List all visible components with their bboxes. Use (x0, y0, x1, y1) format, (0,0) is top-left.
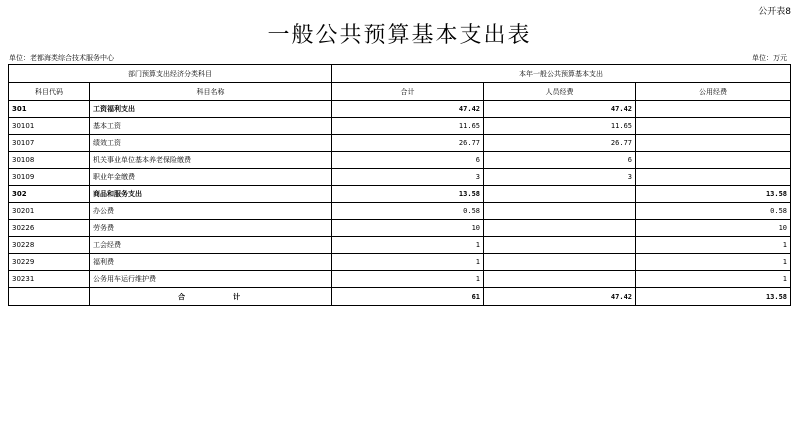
row-personnel (484, 220, 636, 237)
row-total: 3 (332, 169, 484, 186)
header-name: 科目名称 (90, 83, 332, 101)
row-total: 13.58 (332, 186, 484, 203)
header-personnel: 人员经费 (484, 83, 636, 101)
row-total: 47.42 (332, 101, 484, 118)
row-total: 1 (332, 237, 484, 254)
row-code: 30101 (9, 118, 90, 135)
row-public (636, 135, 791, 152)
row-code: 30231 (9, 271, 90, 288)
table-row (9, 135, 791, 152)
row-personnel (484, 237, 636, 254)
row-code: 30201 (9, 203, 90, 220)
row-personnel: 3 (484, 169, 636, 186)
row-personnel (484, 254, 636, 271)
row-code: 30108 (9, 152, 90, 169)
row-total: 1 (332, 271, 484, 288)
row-public (636, 169, 791, 186)
unit-organization: 单位：老都海类综合技术服务中心 (9, 54, 114, 62)
row-public: 0.58 (636, 203, 791, 220)
row-total: 10 (332, 220, 484, 237)
row-public: 1 (636, 254, 791, 271)
row-total: 1 (332, 254, 484, 271)
table-row (9, 118, 791, 135)
row-public (636, 101, 791, 118)
row-name: 基本工资 (90, 118, 332, 135)
row-personnel: 47.42 (484, 101, 636, 118)
header-code: 科目代码 (9, 83, 90, 101)
row-code: 30107 (9, 135, 90, 152)
table-row (9, 152, 791, 169)
budget-table (8, 64, 791, 306)
total-personnel: 47.42 (484, 288, 636, 306)
row-personnel (484, 186, 636, 203)
total-public: 13.58 (636, 288, 791, 306)
row-name: 办公费 (90, 203, 332, 220)
row-total: 6 (332, 152, 484, 169)
row-public: 1 (636, 271, 791, 288)
row-public (636, 152, 791, 169)
row-name: 工会经费 (90, 237, 332, 254)
header-row-group (9, 65, 791, 83)
table-row (9, 271, 791, 288)
row-code: 30229 (9, 254, 90, 271)
row-personnel (484, 271, 636, 288)
row-name: 劳务费 (90, 220, 332, 237)
row-total: 26.77 (332, 135, 484, 152)
header-public: 公用经费 (636, 83, 791, 101)
total-row (9, 288, 791, 306)
table-row (9, 101, 791, 118)
total-label: 合计 (90, 288, 332, 306)
row-name: 机关事业单位基本养老保险缴费 (90, 152, 332, 169)
row-name: 绩效工资 (90, 135, 332, 152)
row-code: 301 (9, 101, 90, 118)
row-code: 302 (9, 186, 90, 203)
row-public: 1 (636, 237, 791, 254)
header-economic-category: 部门预算支出经济分类科目 (9, 65, 332, 83)
table-row (9, 237, 791, 254)
row-name: 公务用车运行维护费 (90, 271, 332, 288)
row-public: 10 (636, 220, 791, 237)
table-row (9, 186, 791, 203)
row-code: 30228 (9, 237, 90, 254)
row-personnel: 6 (484, 152, 636, 169)
table-row (9, 220, 791, 237)
row-name: 职业年金缴费 (90, 169, 332, 186)
page-title: 一般公共预算基本支出表 (267, 23, 532, 48)
row-name: 商品和服务支出 (90, 186, 332, 203)
table-row (9, 169, 791, 186)
form-number: 公开表8 (758, 7, 791, 17)
row-public: 13.58 (636, 186, 791, 203)
row-personnel (484, 203, 636, 220)
row-name: 福利费 (90, 254, 332, 271)
row-name: 工资福利支出 (90, 101, 332, 118)
header-basic-expenditure: 本年一般公共预算基本支出 (332, 65, 791, 83)
row-total: 0.58 (332, 203, 484, 220)
row-personnel: 11.65 (484, 118, 636, 135)
header-row-columns (9, 83, 791, 101)
unit-currency: 单位：万元 (752, 54, 787, 62)
table-row (9, 203, 791, 220)
row-code: 30226 (9, 220, 90, 237)
header-total: 合计 (332, 83, 484, 101)
total-sum: 61 (332, 288, 484, 306)
total-code-cell (9, 288, 90, 306)
row-total: 11.65 (332, 118, 484, 135)
table-row (9, 254, 791, 271)
row-personnel: 26.77 (484, 135, 636, 152)
row-code: 30109 (9, 169, 90, 186)
row-public (636, 118, 791, 135)
